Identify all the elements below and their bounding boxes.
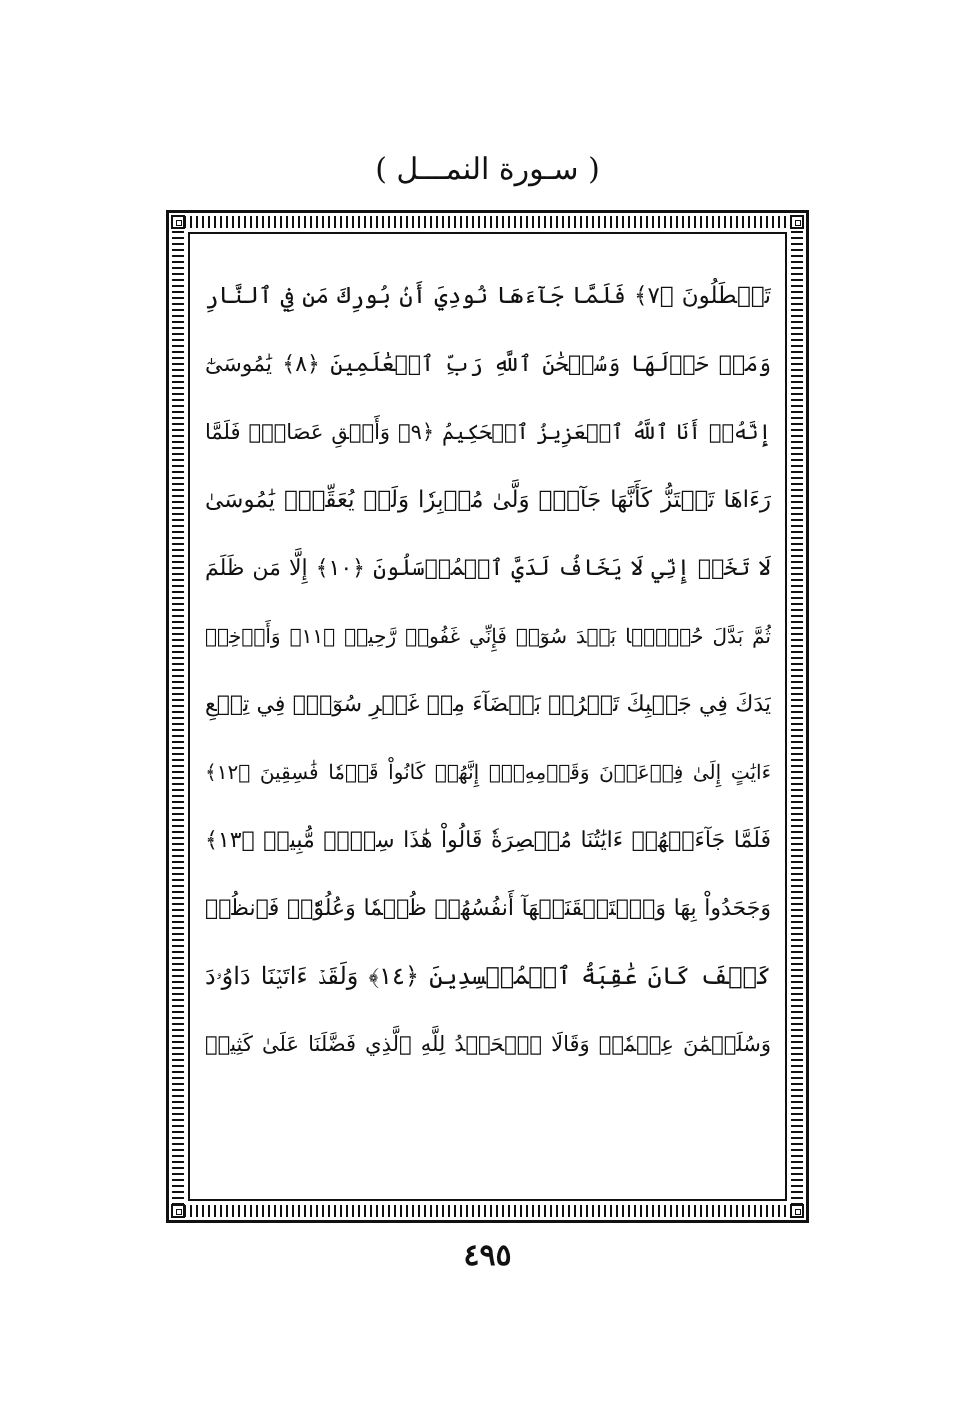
text-line bbox=[205, 398, 771, 466]
text-line-content: لَا تَخَفۡ إِنِّي لَا يَخَافُ لَدَيَّ ٱلۡمُرۡسَلُونَ ﴿١٠﴾ إِلَّا مَن ظَلَمَ bbox=[205, 555, 771, 581]
frame-corner-ornament bbox=[790, 1204, 804, 1218]
text-line bbox=[205, 942, 771, 1010]
text-line bbox=[205, 1010, 771, 1078]
text-line bbox=[205, 806, 771, 874]
text-line-content: وَسُلَيۡمَٰنَ عِلۡمٗاۖ وَقَالَا ٱلۡحَمۡدُ لِلَّهِ ٱلَّذِي فَضَّلَنَا عَلَىٰ كَثِيرٖ bbox=[205, 1032, 771, 1056]
frame-corner-ornament bbox=[171, 215, 185, 229]
text-line bbox=[205, 262, 771, 330]
text-line-content: كَيۡفَ كَانَ عَٰقِبَةُ ٱلۡمُفۡسِدِينَ ﴿١٤﴾ وَلَقَدۡ ءَاتَيۡنَا دَاوُۥدَ bbox=[205, 962, 771, 990]
text-line-content: تَصۡطَلُونَ ﴿٧﴾ فَلَمَّا جَآءَهَا نُودِيَ أَنۢ بُورِكَ مَن فِي ٱلنَّارِ bbox=[205, 283, 771, 309]
quran-text-block bbox=[205, 262, 771, 1078]
text-line-content: رَءَاهَا تَهۡتَزُّ كَأَنَّهَا جَآنّٞ وَلَّىٰ مُدۡبِرٗا وَلَمۡ يُعَقِّبۡۚ يَٰمُوسَىٰ bbox=[205, 487, 771, 513]
text-line-content: يَدَكَ فِي جَيۡبِكَ تَخۡرُجۡ بَيۡضَآءَ مِنۡ غَيۡرِ سُوٓءٖۖ فِي تِسۡعِ bbox=[205, 691, 771, 717]
text-line-content: إِنَّهُۥٓ أَنَا ٱللَّهُ ٱلۡعَزِيزُ ٱلۡحَكِيمُ ﴿٩﴾ وَأَلۡقِ عَصَاكَۚ فَلَمَّا bbox=[205, 420, 771, 444]
text-line bbox=[205, 534, 771, 602]
text-line bbox=[205, 874, 771, 942]
text-line-content: وَمَنۡ حَوۡلَهَا وَسُبۡحَٰنَ ٱللَّهِ رَبِّ ٱلۡعَٰلَمِينَ ﴿٨﴾ يَٰمُوسَىٰٓ bbox=[205, 351, 771, 377]
surah-title: ( سـورة النمـــل ) bbox=[375, 152, 600, 187]
text-line bbox=[205, 330, 771, 398]
frame-corner-ornament bbox=[171, 1204, 185, 1218]
text-line-content: ثُمَّ بَدَّلَ حُسۡنَۢا بَعۡدَ سُوٓءٖ فَإِنِّي غَفُورٞ رَّحِيمٞ ﴿١١﴾ وَأَدۡخِلۡ bbox=[205, 624, 771, 648]
text-line-content: وَجَحَدُواْ بِهَا وَٱسۡتَيۡقَنَتۡهَآ أَنفُسُهُمۡ ظُلۡمٗا وَعُلُوّٗاۚ فَٱنظُرۡ bbox=[205, 895, 771, 921]
text-line bbox=[205, 466, 771, 534]
text-line-content: فَلَمَّا جَآءَتۡهُمۡ ءَايَٰتُنَا مُبۡصِرَةٗ قَالُواْ هَٰذَا سِحۡرٞ مُّبِينٞ ﴿١٣﴾ bbox=[205, 827, 771, 853]
text-line bbox=[205, 602, 771, 670]
text-line-content: ءَايَٰتٍ إِلَىٰ فِرۡعَوۡنَ وَقَوۡمِهِۦٓۚ إِنَّهُمۡ كَانُواْ قَوۡمٗا فَٰسِقِينَ ﴿١٢﴾ bbox=[205, 760, 771, 784]
text-line bbox=[205, 670, 771, 738]
frame-corner-ornament bbox=[790, 215, 804, 229]
page-number: ٤٩٥ bbox=[463, 1238, 512, 1273]
text-line bbox=[205, 738, 771, 806]
